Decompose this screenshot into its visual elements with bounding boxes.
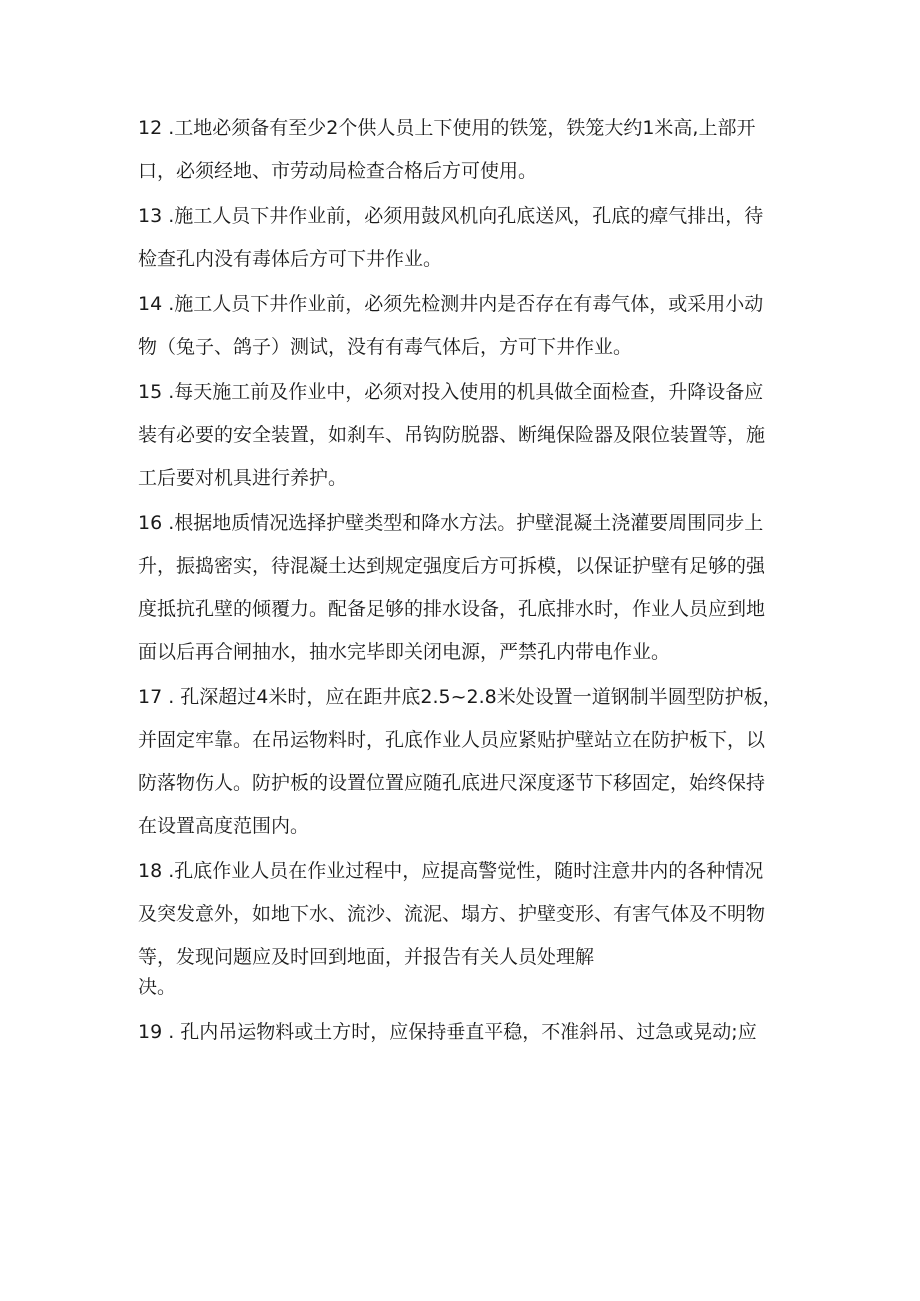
paragraph-line: 决。 <box>138 976 177 998</box>
paragraph-line: 16 .根据地质情况选择护壁类型和降水方法。护壁混凝土浇灌要周围同步上 <box>138 512 764 534</box>
list-item <box>138 204 798 271</box>
paragraph-line: 14 .施工人员下井作业前，必须先检测井内是否存在有毒气体，或采用小动 <box>138 293 764 315</box>
paragraph-line: 物（兔子、鸽子）测试，没有有毒气体后，方可下井作业。 <box>138 336 633 358</box>
paragraph-line: 度抵抗孔壁的倾覆力。配备足够的排水设备，孔底排水时，作业人员应到地 <box>138 598 766 620</box>
list-item <box>138 380 798 490</box>
paragraph-line: 升，振捣密实，待混凝土达到规定强度后方可拆模，以保证护壁有足够的强 <box>138 555 766 577</box>
paragraph-line: 及突发意外，如地下水、流沙、流泥、塌方、护壁变形、有害气体及不明物 <box>138 903 766 925</box>
paragraph-line: 面以后再合闸抽水，抽水完毕即关闭电源，严禁孔内带电作业。 <box>138 641 671 663</box>
list-item <box>138 1020 798 1044</box>
list-item <box>138 116 798 183</box>
paragraph-line: 检查孔内没有毒体后方可下井作业。 <box>138 248 443 270</box>
list-item <box>138 292 798 359</box>
paragraph-line: 防落物伤人。防护板的设置位置应随孔底进尺深度逐节下移固定，始终保持 <box>138 772 766 794</box>
paragraph-line: 12 .工地必须备有至少2个供人员上下使用的铁笼，铁笼大约1米高,上部开 <box>138 117 756 139</box>
paragraph-line: 口，必须经地、市劳动局检查合格后方可使用。 <box>138 160 538 182</box>
paragraph-line: 13 .施工人员下井作业前，必须用鼓风机向孔底送风，孔底的瘴气排出，待 <box>138 205 764 227</box>
list-item <box>138 859 798 999</box>
paragraph-line: 在设置高度范围内。 <box>138 815 310 837</box>
paragraph-line: 15 .每天施工前及作业中，必须对投入使用的机具做全面检查，升降设备应 <box>138 381 764 403</box>
paragraph-line: 等，发现问题应及时回到地面，并报告有关人员处理解 <box>138 946 595 968</box>
paragraph-line: 17 . 孔深超过4米时，应在距井底2.5~2.8米处设置一道钢制半圆型防护板， <box>138 686 782 708</box>
paragraph-line: 并固定牢靠。在吊运物料时，孔底作业人员应紧贴护壁站立在防护板下，以 <box>138 729 766 751</box>
paragraph-line: 18 .孔底作业人员在作业过程中，应提高警觉性，随时注意井内的各种情况 <box>138 860 764 882</box>
paragraph-line: 19 . 孔内吊运物料或土方时，应保持垂直平稳，不准斜吊、过急或晃动;应 <box>138 1021 757 1043</box>
document-body <box>138 116 798 1044</box>
list-item <box>138 511 798 664</box>
paragraph-line: 工后要对机具进行养护。 <box>138 467 348 489</box>
list-item <box>138 685 798 838</box>
paragraph-line: 装有必要的安全装置，如刹车、吊钩防脱器、断绳保险器及限位装置等，施 <box>138 424 766 446</box>
